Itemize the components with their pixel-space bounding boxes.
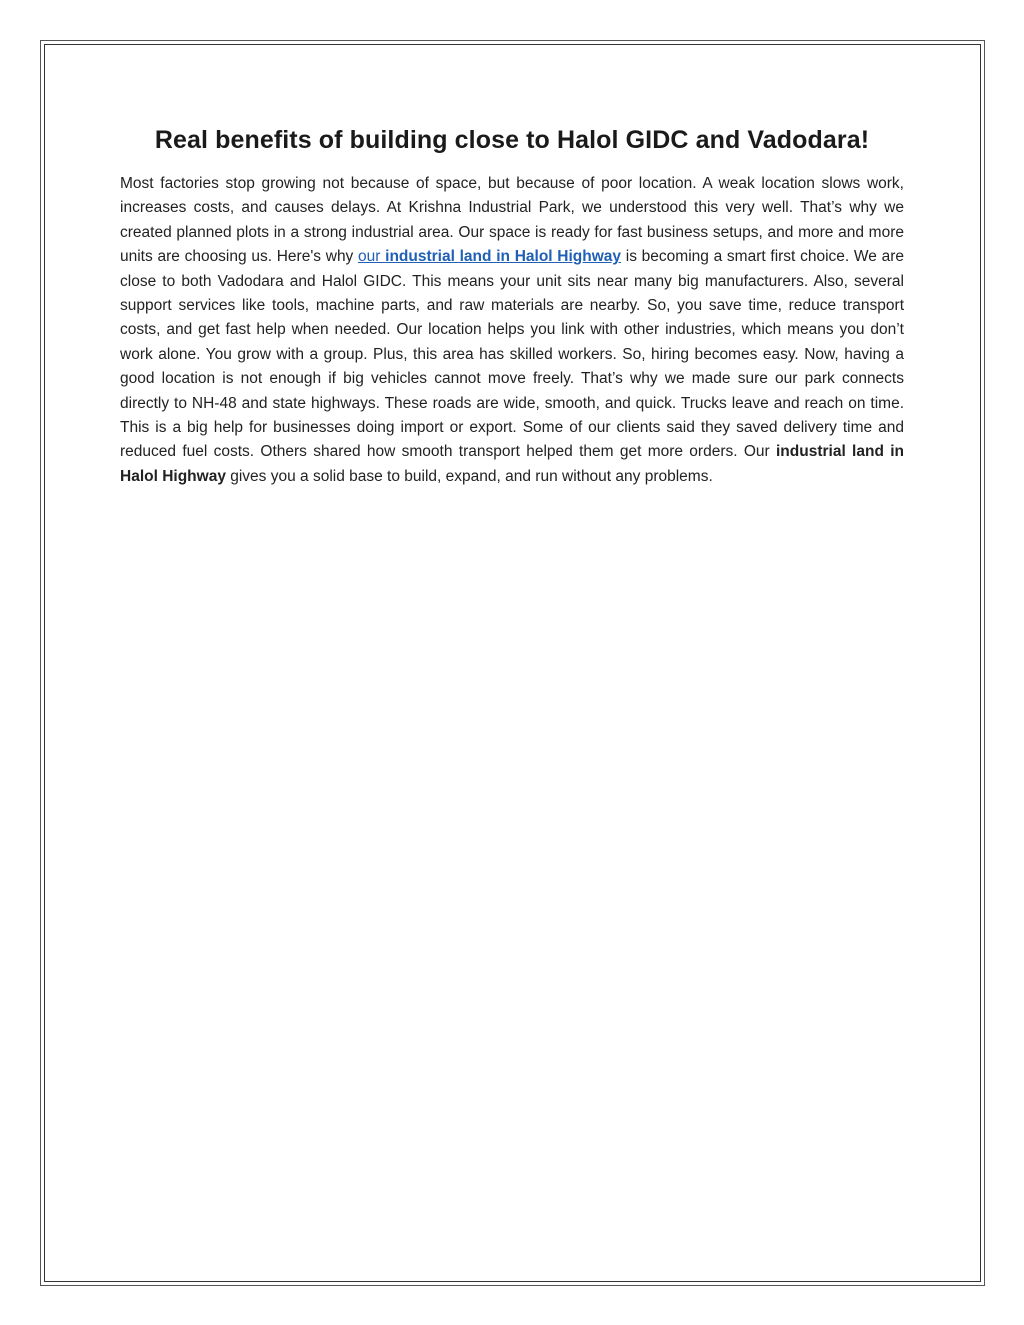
- paragraph-text-part1: Most factories stop growing not because of space, but because of poor location. A weak location slows work, increases costs, and causes delays. At Krishna Industrial Park, we understood this very well. That’s why we created planned plots in a strong industrial area. Our space is ready for fast business setups, and more and more units are choosing us. Here's why: [120, 175, 904, 266]
- document-content: [120, 118, 904, 489]
- industrial-land-link[interactable]: [358, 248, 621, 265]
- paragraph-text-part3: gives you a solid base to build, expand, and run without any problems.: [225, 467, 713, 485]
- bold-phrase: industrial land in Halol Highway: [120, 443, 904, 485]
- link-text-bold: industrial land in Halol Highway: [385, 248, 622, 266]
- body-paragraph: [120, 172, 904, 489]
- link-text-plain: our: [358, 248, 386, 266]
- paragraph-text-part2: is becoming a smart first choice. We are close to both Vadodara and Halol GIDC. This means your unit sits near many big manufacturers. Also, several support services like tools, machine parts, and raw materials are nearby. So, you save time, reduce transport costs, and get fast help when needed. Our location helps you link with other industries, which means you don’t work alone. You grow with a group. Plus, this area has skilled workers. So, hiring becomes easy. Now, having a good location is not enough if big vehicles cannot move freely. That’s why we made sure our park connects directly to NH-48 and state highways. These roads are wide, smooth, and quick. Trucks leave and reach on time. This is a big help for businesses doing import or export. Some of our clients said they saved delivery time and reduced fuel costs. Others shared how smooth transport helped them get more orders. Our: [120, 248, 904, 461]
- page-title: Real benefits of building close to Halol GIDC and Vadodara!: [154, 126, 870, 154]
